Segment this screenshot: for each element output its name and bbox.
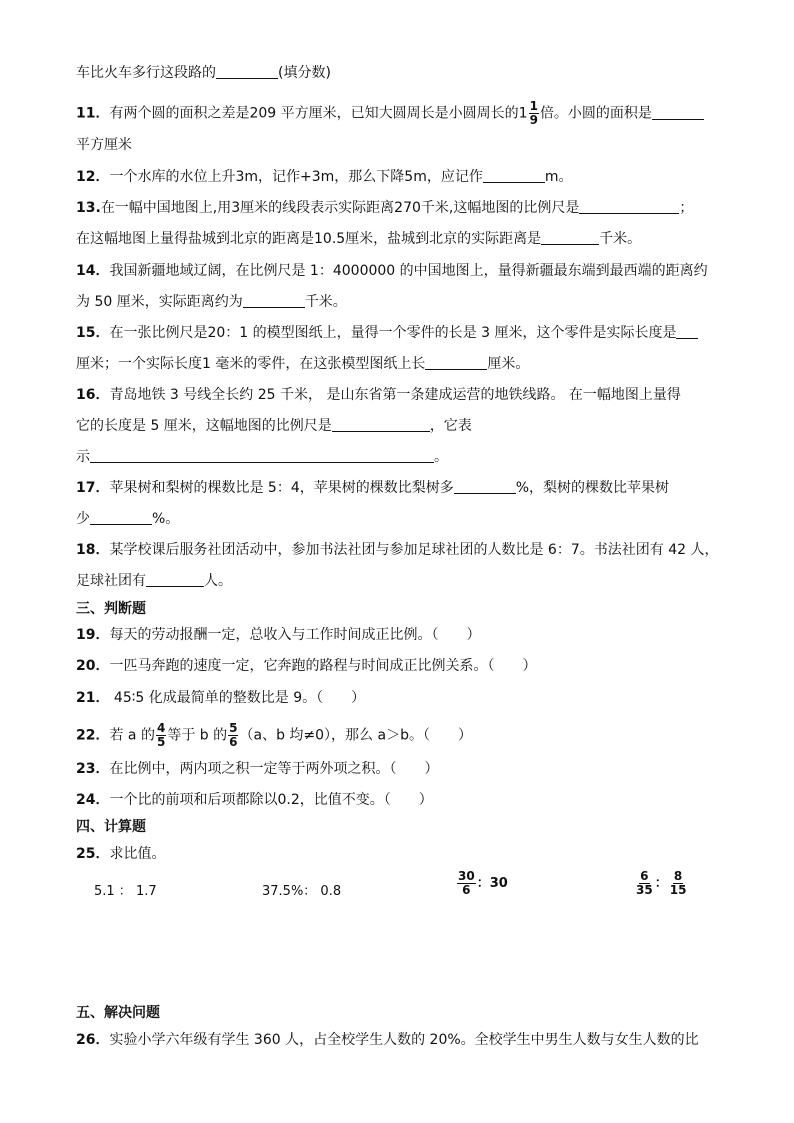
question-14-cont xyxy=(76,293,347,311)
question-16 xyxy=(76,386,681,404)
text: %。 xyxy=(152,511,180,527)
text: 求比值。 xyxy=(109,846,166,862)
answer-blank[interactable] xyxy=(541,230,599,245)
question-15 xyxy=(76,324,698,342)
question-25 xyxy=(76,845,165,863)
text: 人。 xyxy=(204,573,232,589)
fraction: $\frac{4}{5}$ xyxy=(156,721,166,749)
question-14 xyxy=(76,262,708,280)
text: 平方厘米 xyxy=(76,137,132,153)
text: 青岛地铁 3 号线全长约 25 千米， 是山东省第一条建成运营的地铁线路。 在一幅地图上量得 xyxy=(109,387,681,403)
text: 示 xyxy=(76,449,90,465)
text: 我国新疆地域辽阔，在比例尺是 1：4000000 的中国地图上，量得新疆最东端到最西端的距离约 xyxy=(109,263,708,279)
question-18 xyxy=(76,541,718,559)
answer-blank[interactable] xyxy=(652,105,704,120)
text: 厘米。 xyxy=(487,356,530,372)
answer-blank[interactable] xyxy=(425,355,487,370)
text: 实验小学六年级有学生 360 人，占全校学生人数的 20%。全校学生中男生人数与女生人数的比 xyxy=(109,1032,699,1048)
question-number: 14． xyxy=(76,263,110,279)
question-26 xyxy=(76,1031,699,1049)
text: 在一张比例尺是20：1 的模型图纸上，量得一个零件的长是 3 厘米，这个零件是实际长度是 xyxy=(109,325,677,341)
text: 在比例中，两内项之积一定等于两外项之积。（ ） xyxy=(109,761,439,777)
question-number: 15． xyxy=(76,325,110,341)
question-15-cont xyxy=(76,355,529,373)
question-number: 24． xyxy=(76,792,110,808)
fraction: $\frac{1}{9}$ xyxy=(529,99,538,127)
section-heading-problem-solving: 五、解决问题 xyxy=(76,1005,160,1021)
question-number: 22． xyxy=(76,727,110,744)
question-number: 18． xyxy=(76,542,110,558)
mixed-number-whole: 1 xyxy=(518,105,528,122)
question-number: 11． xyxy=(76,105,110,122)
question-number: 13. xyxy=(76,200,101,216)
question-19 xyxy=(76,626,480,644)
answer-blank[interactable] xyxy=(243,293,305,308)
question-number: 21． xyxy=(76,690,110,706)
question-22 xyxy=(76,722,472,749)
text: 为 50 厘米，实际距离约为 xyxy=(76,294,243,310)
text: 45∶5 化成最简单的整数比是 9。（ ） xyxy=(109,690,366,706)
q10-continuation xyxy=(76,64,331,82)
text: 。 xyxy=(434,449,448,465)
text: 足球社团有 xyxy=(76,573,146,589)
question-18-cont xyxy=(76,572,232,590)
text: 一匹马奔跑的速度一定，它奔跑的路程与时间成正比例关系。（ ） xyxy=(109,658,537,674)
question-number: 20． xyxy=(76,658,110,674)
text: 若 a 的 xyxy=(109,727,155,744)
question-24 xyxy=(76,791,433,809)
fraction: $\frac{8}{15}$ xyxy=(669,869,687,897)
question-13-cont xyxy=(76,230,641,248)
text: 少 xyxy=(76,511,90,527)
text: %，梨树的棵数比苹果树 xyxy=(515,480,670,496)
question-12 xyxy=(76,168,573,186)
question-17 xyxy=(76,479,669,497)
fraction: $\frac{6}{35}$ xyxy=(636,869,653,897)
text: 倍。小圆的面积是 xyxy=(539,105,652,122)
text: ； xyxy=(679,200,694,216)
fraction: $\frac{5}{6}$ xyxy=(229,721,238,749)
text: 在这幅地图上量得盐城到北京的距离是10.5厘米，盐城到北京的实际距离是 xyxy=(76,231,542,247)
text: 千米。 xyxy=(304,294,347,310)
question-13 xyxy=(76,199,693,217)
text: 某学校课后服务社团活动中，参加书法社团与参加足球社团的人数比是 6：7。书法社团有 42 人， xyxy=(109,542,719,558)
answer-blank[interactable] xyxy=(216,64,278,79)
question-number: 17． xyxy=(76,480,110,496)
expression-1: 5.1 ： 1.7 xyxy=(94,884,157,899)
question-number: 19． xyxy=(76,627,110,643)
text: 有两个圆的面积之差是209 平方厘米，已知大圆周长是小圆周长的 xyxy=(109,105,519,122)
fraction: $\frac{30}{6}$ xyxy=(458,869,475,897)
question-21 xyxy=(76,689,365,707)
question-11 xyxy=(76,100,704,127)
text: m。 xyxy=(544,169,573,185)
text: 一个水库的水位上升3m，记作+3m，那么下降5m，应记作 xyxy=(109,169,483,185)
expression-3 xyxy=(456,870,508,897)
question-number: 23． xyxy=(76,761,110,777)
text: 在一幅中国地图上,用3厘米的线段表示实际距离270千米,这幅地图的比例尺是 xyxy=(100,200,580,216)
text: 它的长度是 5 厘米，这幅地图的比例尺是 xyxy=(76,418,332,434)
ratio-sign: ： xyxy=(654,876,668,891)
answer-blank[interactable] xyxy=(579,199,679,214)
question-20 xyxy=(76,657,536,675)
question-23 xyxy=(76,760,438,778)
text: 每天的劳动报酬一定，总收入与工作时间成正比例。（ ） xyxy=(109,627,481,643)
question-number: 25． xyxy=(76,846,110,862)
answer-blank[interactable] xyxy=(90,448,434,463)
answer-blank[interactable] xyxy=(90,510,152,525)
question-number: 16． xyxy=(76,387,110,403)
text: ，它表 xyxy=(429,418,472,434)
answer-blank[interactable] xyxy=(676,324,698,339)
text: 等于 b 的 xyxy=(167,727,228,744)
expression-4 xyxy=(634,870,688,897)
text: 车比火车多行这段路的 xyxy=(76,65,216,81)
section-heading-judgement: 三、判断题 xyxy=(76,601,146,617)
text: 苹果树和梨树的棵数比是 5：4，苹果树的棵数比梨树多 xyxy=(109,480,454,496)
answer-blank[interactable] xyxy=(332,417,430,432)
answer-blank[interactable] xyxy=(483,168,545,183)
text: (填分数) xyxy=(278,65,331,81)
question-number: 12． xyxy=(76,169,110,185)
text: （a、b 均≠0），那么 a＞b。（ ） xyxy=(239,727,472,744)
text: 一个比的前项和后项都除以0.2，比值不变。（ ） xyxy=(109,792,433,808)
expression-2: 37.5%： 0.8 xyxy=(262,884,342,899)
answer-blank[interactable] xyxy=(454,479,516,494)
text: ：30 xyxy=(476,876,508,891)
answer-blank[interactable] xyxy=(146,572,204,587)
section-heading-calculation: 四、计算题 xyxy=(76,819,146,835)
text: 千米。 xyxy=(599,231,642,247)
question-number: 26． xyxy=(76,1032,110,1048)
question-17-cont xyxy=(76,510,179,528)
question-16-cont xyxy=(76,417,472,435)
question-16-cont2 xyxy=(76,448,448,466)
text: 厘米；一个实际长度1 毫米的零件，在这张模型图纸上长 xyxy=(76,356,426,372)
question-11-cont xyxy=(76,136,132,154)
